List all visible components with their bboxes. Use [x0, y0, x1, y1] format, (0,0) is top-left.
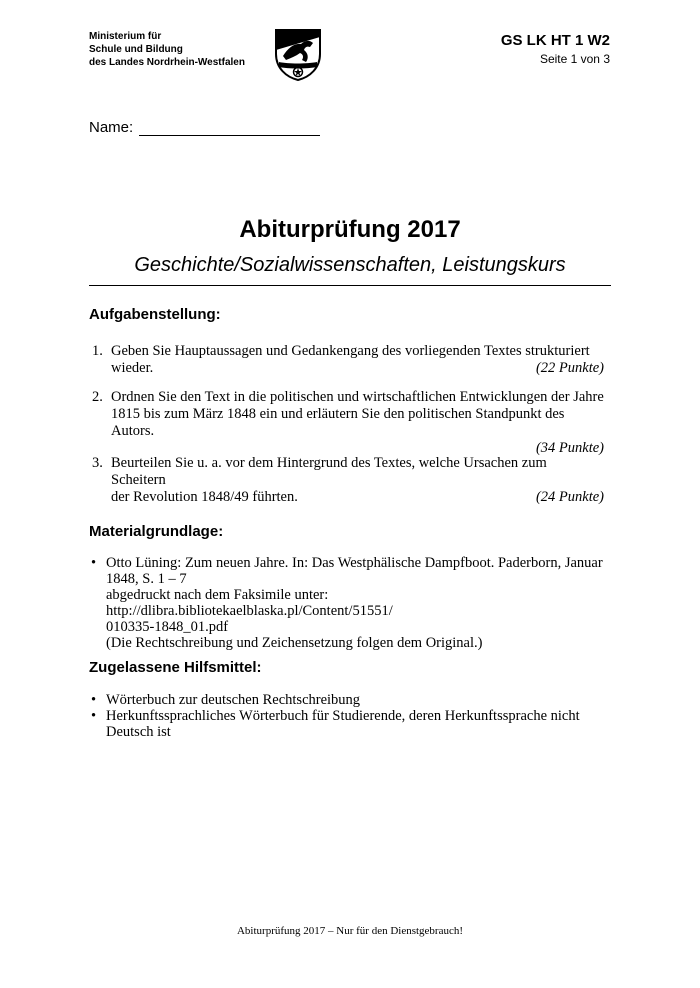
material-list — [89, 555, 609, 651]
task-item — [89, 455, 604, 506]
page-subtitle: Geschichte/Sozialwissenschaften, Leistungskurs — [134, 254, 566, 276]
ministry-line: Ministerium für — [89, 31, 162, 42]
name-line[interactable] — [139, 118, 320, 136]
ministry-line: des Landes Nordrhein-Westfalen — [89, 57, 245, 68]
material-line: 010335-1848_01.pdf — [106, 619, 229, 635]
aids-line: Deutsch ist — [106, 724, 171, 740]
task-points: (22 Punkte) — [535, 360, 604, 376]
task-number: 2. — [92, 389, 103, 405]
name-label: Name: — [89, 119, 134, 136]
task-text-line: der Revolution 1848/49 führten. — [111, 489, 298, 505]
tasks-heading: Aufgabenstellung: — [89, 306, 221, 323]
name-field — [89, 118, 320, 136]
task-number: 3. — [92, 455, 103, 471]
aids-item — [89, 692, 609, 708]
aids-line: Wörterbuch zur deutschen Rechtschreibung — [106, 692, 361, 708]
task-item — [89, 343, 604, 377]
nrw-coat-of-arms-icon — [274, 28, 322, 82]
page-info: Seite 1 von 3 — [539, 52, 610, 66]
aids-line: Herkunftssprachliches Wörterbuch für Studierende, deren Herkunftssprache nicht — [106, 708, 580, 724]
ministry-name — [89, 30, 245, 69]
task-text-line: Geben Sie Hauptaussagen und Gedankengang des vorliegenden Textes strukturiert — [111, 343, 590, 359]
aids-heading: Zugelassene Hilfsmittel: — [89, 659, 262, 676]
ministry-line: Schule und Bildung — [89, 44, 183, 55]
bullet-icon: • — [91, 692, 97, 708]
title-divider — [89, 285, 611, 286]
task-points: (34 Punkte) — [535, 440, 604, 456]
task-text-line: 1815 bis zum März 1848 ein und erläutern Sie den politischen Standpunkt des Autors. — [111, 406, 565, 439]
material-item — [89, 555, 609, 651]
task-points: (24 Punkte) — [535, 489, 604, 505]
bullet-icon: • — [91, 555, 97, 571]
material-line: abgedruckt nach dem Faksimile unter: http://dlibra.bibliotekaelblaska.pl/Content/51551/ — [106, 587, 393, 619]
exam-code: GS LK HT 1 W2 — [500, 32, 610, 49]
exam-code-block — [501, 31, 610, 67]
material-heading: Materialgrundlage: — [89, 523, 224, 540]
aids-item — [89, 708, 609, 740]
task-text-line: Ordnen Sie den Text in die politischen und wirtschaftlichen Entwicklungen der Jahre — [111, 389, 604, 405]
task-item — [89, 389, 604, 457]
material-line: (Die Rechtschreibung und Zeichensetzung folgen dem Original.) — [106, 635, 483, 651]
material-line: Otto Lüning: Zum neuen Jahre. In: Das Westphälische Dampfboot. Paderborn, Januar — [106, 555, 603, 571]
page-footer: Abiturprüfung 2017 – Nur für den Dienstgebrauch! — [236, 925, 464, 937]
task-number: 1. — [92, 343, 103, 359]
task-text-line: wieder. — [111, 360, 154, 376]
task-text-line: Beurteilen Sie u. a. vor dem Hintergrund des Textes, welche Ursachen zum Scheitern — [111, 455, 547, 488]
aids-list — [89, 692, 609, 740]
material-line: 1848, S. 1 – 7 — [106, 571, 187, 587]
bullet-icon: • — [91, 708, 97, 724]
page-title: Abiturprüfung 2017 — [239, 216, 461, 243]
